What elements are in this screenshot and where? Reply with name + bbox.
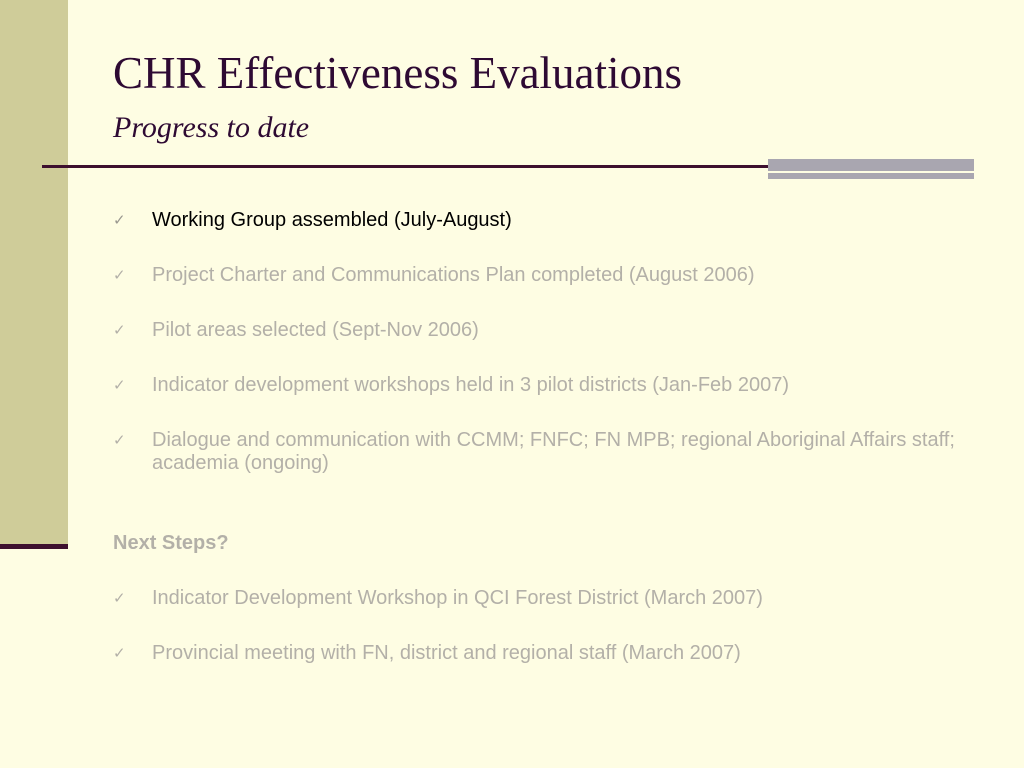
decorative-gray-bar <box>768 159 974 179</box>
progress-item-pilot-areas <box>113 319 973 342</box>
checkmark-icon: ✓ <box>113 211 126 229</box>
progress-item-dialogue <box>113 429 973 475</box>
next-step-item-provincial-meeting <box>113 642 973 665</box>
checkmark-icon: ✓ <box>113 376 126 394</box>
progress-item-text: Pilot areas selected (Sept-Nov 2006) <box>152 319 479 341</box>
checkmark-icon: ✓ <box>113 321 126 339</box>
decorative-gray-bar-line <box>768 171 974 173</box>
progress-item-text: Indicator development workshops held in 3 pilot districts (Jan-Feb 2007) <box>152 374 789 396</box>
progress-item-text: Working Group assembled (July-August) <box>152 209 512 231</box>
slide-title: CHR Effectiveness Evaluations <box>113 48 683 98</box>
progress-item-indicator-workshops <box>113 374 973 397</box>
checkmark-icon: ✓ <box>113 644 126 662</box>
checkmark-icon: ✓ <box>113 589 126 607</box>
checkmark-icon: ✓ <box>113 266 126 284</box>
next-step-item-text: Indicator Development Workshop in QCI Forest District (March 2007) <box>152 587 763 609</box>
next-step-item-qci-workshop <box>113 587 973 610</box>
slide-subtitle: Progress to date <box>113 111 310 144</box>
progress-item-text: Project Charter and Communications Plan completed (August 2006) <box>152 264 755 286</box>
checkmark-icon: ✓ <box>113 431 126 449</box>
progress-item-text: Dialogue and communication with CCMM; FNFC; FN MPB; regional Aboriginal Affairs staff; academia (ongoing) <box>152 429 955 474</box>
left-accent-bar <box>0 0 68 547</box>
next-steps-heading: Next Steps? <box>113 532 229 554</box>
next-step-item-text: Provincial meeting with FN, district and regional staff (March 2007) <box>152 642 741 664</box>
left-accent-rule <box>0 544 68 549</box>
progress-item-project-charter <box>113 264 973 287</box>
progress-item-working-group <box>113 209 973 232</box>
